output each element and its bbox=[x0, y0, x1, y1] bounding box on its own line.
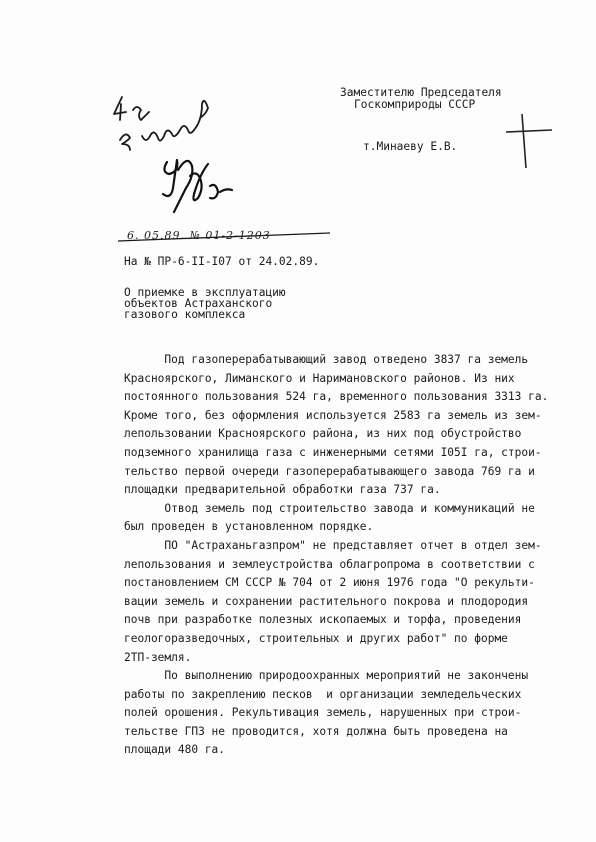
body-line: постоянного пользования 524 га, временного пользования 3313 га. bbox=[124, 390, 549, 404]
addressee-name: т.Минаеву Е.В. bbox=[363, 140, 458, 153]
registration-stamp: 6. 05.89. № 01-2-1203 bbox=[127, 229, 271, 242]
body-line: площади 480 га. bbox=[124, 743, 226, 757]
addressee-organization: Госкомприроды СССР bbox=[354, 98, 476, 111]
subject-block bbox=[124, 287, 286, 320]
body-line: почв при разработке полезных ископаемых и торфа, проведения bbox=[124, 613, 522, 627]
body-line: ПО "Астраханьгазпром" не представляет отчет в отдел зем- bbox=[124, 538, 542, 552]
addressee-block bbox=[340, 87, 502, 111]
handwritten-note bbox=[114, 97, 208, 150]
body-line: Кроме того, без оформления используется 2583 га земель из зем- bbox=[124, 408, 542, 422]
signature bbox=[163, 160, 232, 212]
subject-line: О приемке в эксплуатацию bbox=[124, 286, 286, 299]
body-line: Под газоперерабатывающий завод отведено 3837 га земель bbox=[124, 353, 529, 366]
body-line: тельстве ГПЗ не проводится, хотя должна быть проведена на bbox=[124, 724, 508, 738]
body-line: работы по закреплению песков и организации земледельческих bbox=[124, 687, 522, 701]
subject-line: объектов Астраханского bbox=[124, 297, 273, 310]
body-line: полей орошения. Рекультивация земель, нарушенных при строи- bbox=[124, 706, 522, 720]
body-line: площадки предварительной обработки газа 737 га. bbox=[124, 483, 441, 497]
subject-line: газового комплекса bbox=[124, 308, 246, 321]
body-line: лепользования и землеустройства облагропрома в соответствии с bbox=[124, 557, 535, 571]
addressee-title: Заместителю Председателя bbox=[340, 86, 502, 99]
body-line: Красноярского, Лиманского и Наримановского районов. Из них bbox=[124, 371, 515, 385]
body-line: подземного хранилища газа с инженерными сетями I05I га, строи- bbox=[124, 445, 542, 459]
body-line: геологоразведочных, строительных и других работ" по форме bbox=[124, 631, 508, 645]
body-line: постановлением СМ СССР № 704 от 2 июня 1976 года "О рекульти- bbox=[124, 576, 535, 590]
body-line: вации земель и сохранении растительного покрова и плодородия bbox=[124, 594, 529, 608]
body-line: тельство первой очереди газоперерабатывающего завода 769 га и bbox=[124, 464, 535, 478]
letter-body bbox=[124, 351, 564, 760]
body-line: был проведен в установленном порядке. bbox=[124, 520, 374, 534]
margin-cross-mark bbox=[500, 108, 560, 178]
body-line: Отвод земель под строительство завода и коммуникаций не bbox=[124, 501, 535, 515]
body-line: 2ТП-земля. bbox=[124, 650, 192, 664]
body-line: лепользовании Красноярского района, из них под обустройство bbox=[124, 427, 522, 441]
body-line: По выполнению природоохранных мероприятий не закончены bbox=[124, 669, 529, 683]
reference-number: На № ПР-6-II-I07 от 24.02.89. bbox=[124, 255, 320, 268]
